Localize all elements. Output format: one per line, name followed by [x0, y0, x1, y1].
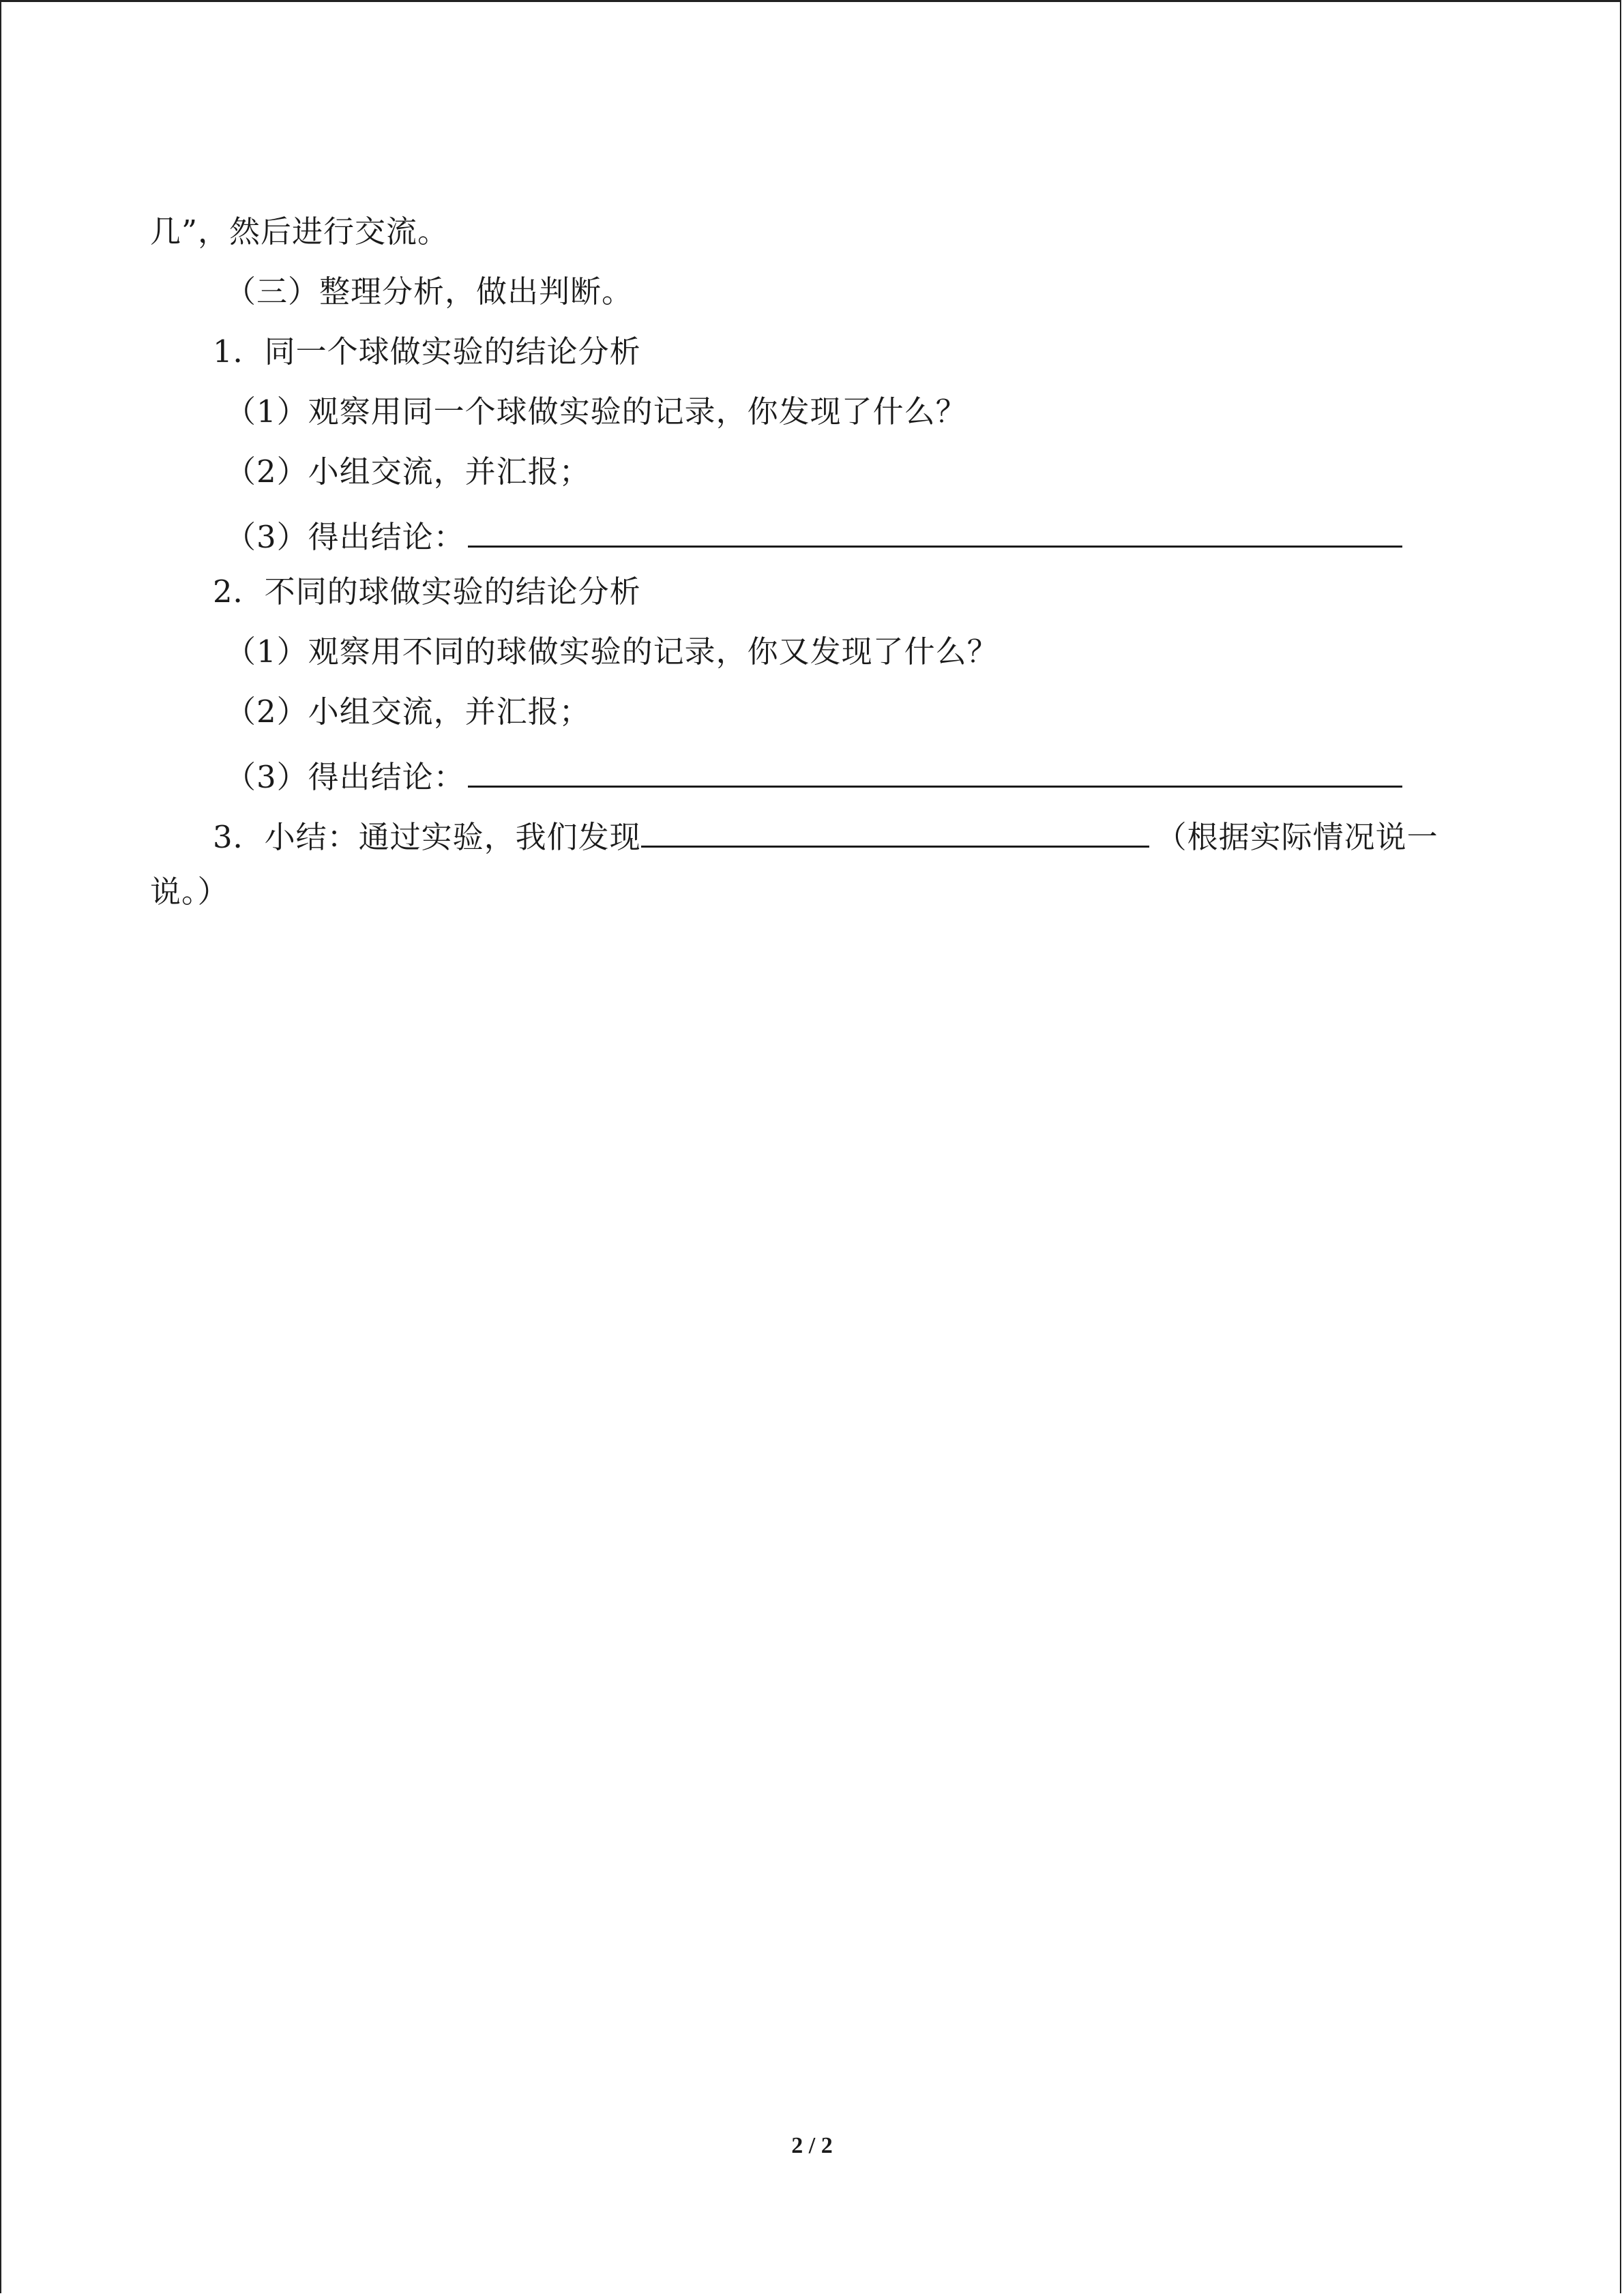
question-1-2: （2）小组交流，并汇报； — [225, 453, 591, 490]
section-heading-three: （三）整理分析，做出判断。 — [225, 273, 634, 310]
conclusion-blank-2[interactable] — [468, 753, 1402, 788]
text-line-continuation: 几”，然后进行交流。 — [150, 213, 449, 250]
conclusion-blank-1[interactable] — [468, 513, 1402, 548]
question-1-3 — [225, 513, 1402, 556]
subsection-heading-2: 2．不同的球做实验的结论分析 — [213, 573, 641, 610]
question-1-1: （1）观察用同一个球做实验的记录，你发现了什么？ — [225, 393, 967, 430]
page-number: 2 / 2 — [791, 2133, 833, 2158]
question-2-3 — [225, 753, 1402, 796]
summary-line — [213, 813, 1438, 856]
summary-suffix: （根据实际情况说一 — [1155, 819, 1438, 855]
summary-prefix: 3．小结：通过实验，我们发现 — [213, 819, 641, 855]
question-2-2: （2）小组交流，并汇报； — [225, 694, 591, 730]
conclusion-label: （3）得出结论： — [225, 759, 465, 795]
summary-line-end: 说。） — [150, 874, 229, 910]
conclusion-label: （3）得出结论： — [225, 519, 465, 555]
summary-blank[interactable] — [641, 813, 1149, 848]
subsection-heading-1: 1．同一个球做实验的结论分析 — [213, 333, 641, 370]
question-2-1: （1）观察用不同的球做实验的记录，你又发现了什么？ — [225, 633, 999, 670]
